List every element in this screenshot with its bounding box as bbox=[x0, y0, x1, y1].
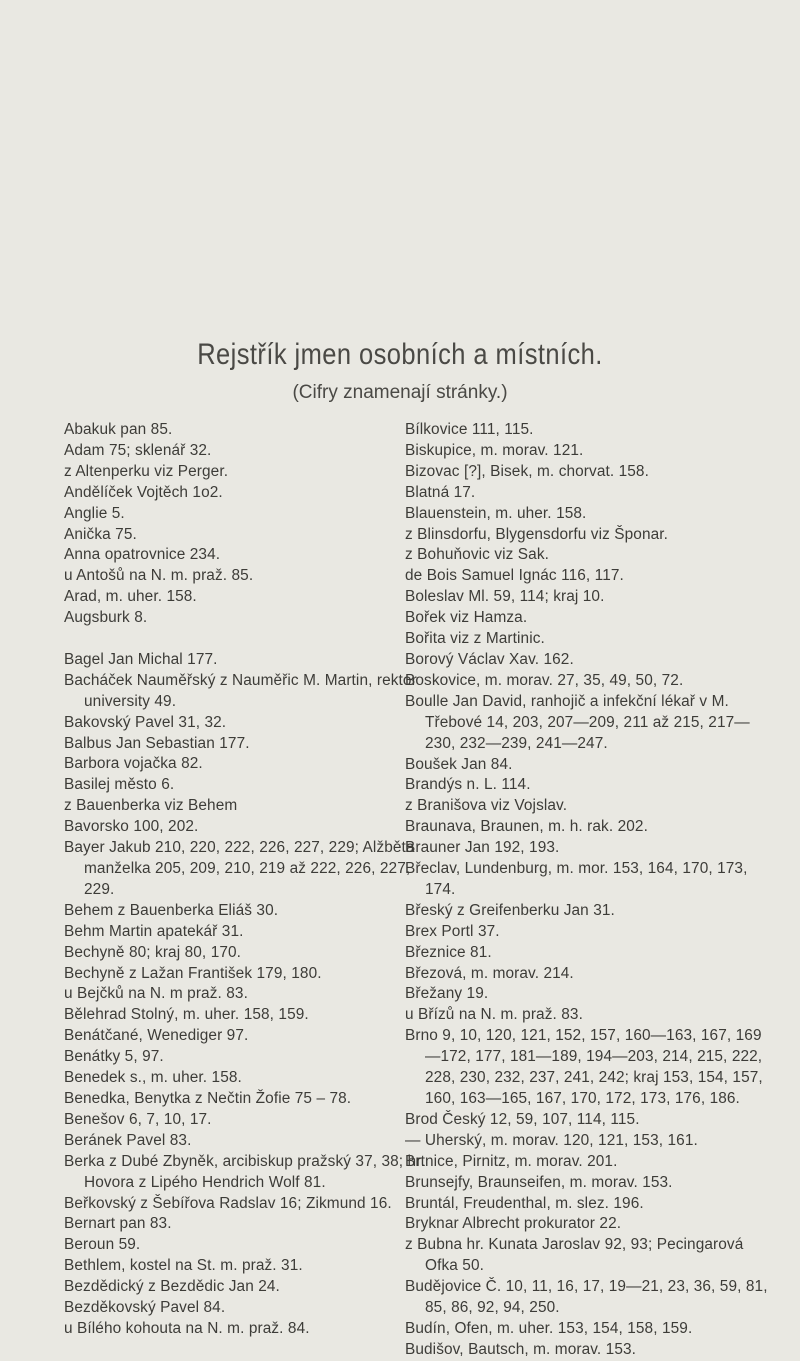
index-entry: Beroun 59. bbox=[64, 1236, 141, 1254]
index-entry: Budějovice Č. 10, 11, 16, 17, 19—21, 23, 36, 59, 81, 85, 86, 92, 94, 250. bbox=[405, 1278, 768, 1317]
index-entry: z Bauenberka viz Behem bbox=[64, 797, 238, 815]
index-entry: Augsburk 8. bbox=[64, 609, 148, 627]
index-entry: Bořita viz z Martinic. bbox=[405, 630, 545, 648]
index-entry: z Branišova viz Vojslav. bbox=[405, 797, 568, 815]
index-entry: Anička 75. bbox=[64, 525, 137, 543]
index-entry: Bernart pan 83. bbox=[64, 1215, 172, 1233]
index-entry: Benátčané, Wenediger 97. bbox=[64, 1027, 249, 1045]
index-entry: Bezdědický z Bezdědic Jan 24. bbox=[64, 1278, 280, 1296]
index-entry: Anna opatrovnice 234. bbox=[64, 546, 221, 564]
index-entry: Beránek Pavel 83. bbox=[64, 1131, 192, 1149]
index-entry: Biskupice, m. morav. 121. bbox=[405, 441, 584, 459]
index-entry: Balbus Jan Sebastian 177. bbox=[64, 734, 250, 752]
index-entry: Adam 75; sklenář 32. bbox=[64, 441, 212, 459]
section-gap bbox=[64, 629, 436, 650]
index-entry: Arad, m. uher. 158. bbox=[64, 588, 197, 606]
index-entry: Břežany 19. bbox=[405, 985, 489, 1003]
index-entry: Braunava, Braunen, m. h. rak. 202. bbox=[405, 818, 648, 836]
index-entry: Basilej město 6. bbox=[64, 776, 175, 794]
index-entry: Behem z Bauenberka Eliáš 30. bbox=[64, 901, 279, 919]
index-entry: Boleslav Ml. 59, 114; kraj 10. bbox=[405, 588, 605, 606]
index-entry: Břeský z Greifenberku Jan 31. bbox=[405, 901, 615, 919]
index-entry: z Bubna hr. Kunata Jaroslav 92, 93; Pecingarová Ofka 50. bbox=[405, 1236, 744, 1275]
index-entry: Bělehrad Stolný, m. uher. 158, 159. bbox=[64, 1006, 309, 1024]
index-entry: Bryknar Albrecht prokurator 22. bbox=[405, 1215, 622, 1233]
index-entry: Brandýs n. L. 114. bbox=[405, 776, 531, 794]
index-entry: Bacháček Nauměřský z Nauměřic M. Martin, rektor university 49. bbox=[64, 671, 417, 710]
index-entry: Brunsejfy, Braunseifen, m. morav. 153. bbox=[405, 1173, 673, 1191]
index-entry: Bakovský Pavel 31, 32. bbox=[64, 713, 227, 731]
index-entry: Benešov 6, 7, 10, 17. bbox=[64, 1110, 212, 1128]
index-entry: Beřkovský z Šebířova Radslav 16; Zikmund 16. bbox=[64, 1194, 392, 1212]
index-entry: Behm Martin apatekář 31. bbox=[64, 922, 244, 940]
index-entry: — Uherský, m. morav. 120, 121, 153, 161. bbox=[405, 1131, 698, 1149]
index-entry: z Altenperku viz Perger. bbox=[64, 462, 229, 480]
index-entry: Břeclav, Lundenburg, m. mor. 153, 164, 170, 173, 174. bbox=[405, 860, 748, 898]
index-entry: Bechyně 80; kraj 80, 170. bbox=[64, 943, 242, 961]
index-entry: Boskovice, m. morav. 27, 35, 49, 50, 72. bbox=[405, 671, 684, 689]
index-entry: Blauenstein, m. uher. 158. bbox=[405, 504, 587, 522]
index-entry: Březnice 81. bbox=[405, 943, 492, 961]
index-entry: Budišov, Bautsch, m. morav. 153. bbox=[405, 1340, 637, 1358]
index-entry: Bechyně z Lažan František 179, 180. bbox=[64, 964, 322, 982]
index-entry: u Bejčků na N. m praž. 83. bbox=[64, 985, 248, 1003]
index-entry: Bavorsko 100, 202. bbox=[64, 818, 199, 836]
index-entry: Bezděkovský Pavel 84. bbox=[64, 1299, 226, 1317]
page-title: Rejstřík jmen osobních a místních. bbox=[197, 338, 603, 371]
left-column bbox=[64, 420, 436, 1340]
index-entry: Boušek Jan 84. bbox=[405, 755, 513, 773]
index-entry: u Břízů na N. m. praž. 83. bbox=[405, 1006, 583, 1024]
index-entry: Benedka, Benytka z Nečtin Žofie 75 – 78. bbox=[64, 1089, 352, 1107]
index-entry: Barbora vojačka 82. bbox=[64, 755, 203, 773]
index-entry: Brod Český 12, 59, 107, 114, 115. bbox=[405, 1110, 640, 1128]
index-entry: Bílkovice 111, 115. bbox=[405, 421, 534, 438]
index-entry: Brtnice, Pirnitz, m. morav. 201. bbox=[405, 1152, 618, 1170]
index-entry: de Bois Samuel Ignác 116, 117. bbox=[405, 567, 624, 585]
index-entry: Anglie 5. bbox=[64, 504, 125, 522]
index-entry: Bruntál, Freudenthal, m. slez. 196. bbox=[405, 1194, 644, 1212]
index-entry: u Antošů na N. m. praž. 85. bbox=[64, 567, 254, 585]
right-column bbox=[405, 420, 777, 1361]
index-entry: Blatná 17. bbox=[405, 483, 476, 501]
index-entry: Bayer Jakub 210, 220, 222, 226, 227, 229; Alžběta manželka 205, 209, 210, 219 až 222, 226, 227, 229. bbox=[64, 839, 415, 898]
index-entry: Brno 9, 10, 120, 121, 152, 157, 160—163, 167, 169—172, 177, 181—189, 194—203, 214, 215, 222, 228, 230, 232, 237, 241, 242; kraj 153, 154, 157, 160, 163—165, 167, 170, 172, 173, 176, 186. bbox=[405, 1027, 763, 1107]
index-entry: Bagel Jan Michal 177. bbox=[64, 650, 218, 668]
index-entry: Bethlem, kostel na St. m. praž. 31. bbox=[64, 1257, 303, 1275]
index-entry: Budín, Ofen, m. uher. 153, 154, 158, 159. bbox=[405, 1319, 693, 1337]
index-entry: Brauner Jan 192, 193. bbox=[405, 839, 560, 857]
index-entry: Abakuk pan 85. bbox=[64, 421, 173, 438]
index-entry: Brex Portl 37. bbox=[405, 922, 500, 940]
index-entry: Berka z Dubé Zbyněk, arcibiskup pražský 37, 38; hr. Hovora z Lipého Hendrich Wolf 81. bbox=[64, 1152, 425, 1191]
page-subtitle: (Cifry znamenají stránky.) bbox=[292, 382, 508, 403]
index-entry: z Bohuňovic viz Sak. bbox=[405, 546, 550, 564]
index-entry: Benátky 5, 97. bbox=[64, 1048, 164, 1066]
index-entry: Boulle Jan David, ranhojič a infekční lékař v M. Třebové 14, 203, 207—209, 211 až 215, 217—230, 232—239, 241—247. bbox=[405, 692, 750, 752]
index-entry: Benedek s., m. uher. 158. bbox=[64, 1069, 242, 1087]
index-entry: u Bílého kohouta na N. m. praž. 84. bbox=[64, 1319, 310, 1337]
index-entry: Andělíček Vojtěch 1o2. bbox=[64, 483, 223, 501]
index-entry: z Blinsdorfu, Blygensdorfu viz Šponar. bbox=[405, 525, 669, 543]
index-entry: Bořek viz Hamza. bbox=[405, 609, 528, 627]
index-entry: Březová, m. morav. 214. bbox=[405, 964, 574, 982]
index-entry: Borový Václav Xav. 162. bbox=[405, 650, 574, 668]
index-entry: Bizovac [?], Bisek, m. chorvat. 158. bbox=[405, 462, 649, 480]
